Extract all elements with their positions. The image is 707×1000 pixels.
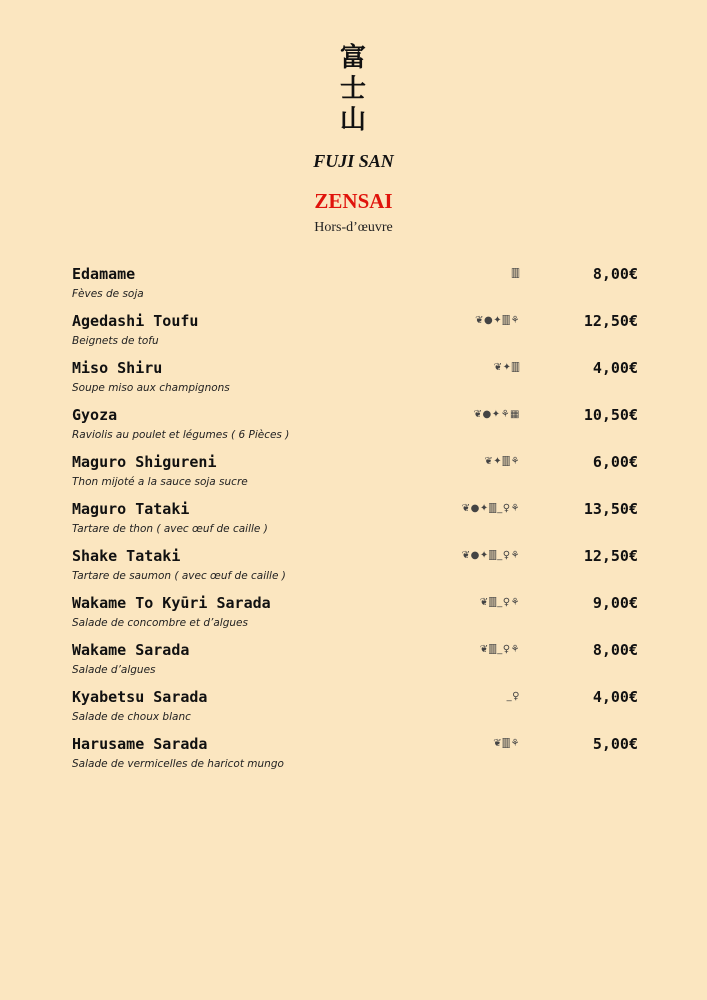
menu-list — [72, 263, 638, 780]
item-price: 13,50€ — [583, 500, 638, 518]
item-description: Salade de concombre et d’algues — [72, 617, 248, 629]
menu-item — [72, 357, 638, 404]
item-price: 8,00€ — [592, 265, 638, 283]
menu-item — [72, 404, 638, 451]
item-description: Thon mijoté a la sauce soja sucre — [72, 476, 248, 488]
allergen-icons: ❦●✦⚘▦ — [473, 409, 520, 420]
item-description: Tartare de thon ( avec œuf de caille ) — [72, 523, 268, 535]
logo-kanji-2: 士 — [339, 74, 366, 104]
menu-item — [72, 451, 638, 498]
item-name: Wakame To Kyūri Sarada — [72, 594, 271, 612]
item-name: Shake Tataki — [72, 547, 181, 565]
item-price: 6,00€ — [592, 453, 638, 471]
logo-kanji-1: 富 — [339, 43, 366, 73]
item-description: Tartare de saumon ( avec œuf de caille ) — [72, 570, 286, 582]
menu-item — [72, 310, 638, 357]
allergen-icons: ❦✦🀫 — [493, 362, 520, 373]
menu-item — [72, 686, 638, 733]
item-description: Beignets de tofu — [72, 335, 159, 347]
item-description: Salade d’algues — [72, 664, 156, 676]
item-price: 9,00€ — [592, 594, 638, 612]
menu-item — [72, 498, 638, 545]
item-description: Raviolis au poulet et légumes ( 6 Pièces ) — [72, 429, 290, 441]
item-description: Soupe miso aux champignons — [72, 382, 230, 394]
kanji-logo — [333, 44, 373, 134]
item-price: 5,00€ — [592, 735, 638, 753]
item-name: Wakame Sarada — [72, 641, 190, 659]
item-name: Harusame Sarada — [72, 735, 208, 753]
item-price: 10,50€ — [583, 406, 638, 424]
item-name: Agedashi Toufu — [72, 312, 199, 330]
menu-item — [72, 545, 638, 592]
menu-item — [72, 639, 638, 686]
item-name: Edamame — [72, 265, 136, 283]
allergen-icons: ❦🀫_♀⚘ — [479, 597, 520, 608]
section-title: ZENSAI — [314, 189, 393, 213]
menu-item — [72, 733, 638, 780]
item-price: 4,00€ — [592, 688, 638, 706]
item-name: Kyabetsu Sarada — [72, 688, 208, 706]
allergen-icons: ❦🀫⚘ — [493, 738, 520, 749]
item-description: Fèves de soja — [72, 288, 144, 300]
menu-item — [72, 592, 638, 639]
allergen-icons: ❦●✦🀫_♀⚘ — [461, 503, 520, 514]
item-name: Maguro Tataki — [72, 500, 190, 518]
item-price: 4,00€ — [592, 359, 638, 377]
allergen-icons: _♀ — [506, 691, 520, 702]
allergen-icons: ❦●✦🀫⚘ — [475, 315, 520, 326]
allergen-icons: 🀫 — [511, 268, 520, 279]
menu-item — [72, 263, 638, 310]
item-name: Miso Shiru — [72, 359, 163, 377]
item-price: 12,50€ — [583, 547, 638, 565]
item-name: Maguro Shigureni — [72, 453, 217, 471]
item-price: 8,00€ — [592, 641, 638, 659]
item-description: Salade de vermicelles de haricot mungo — [72, 758, 284, 770]
allergen-icons: ❦🀫_♀⚘ — [479, 644, 520, 655]
item-description: Salade de choux blanc — [72, 711, 191, 723]
item-price: 12,50€ — [583, 312, 638, 330]
logo-kanji-3: 山 — [339, 105, 366, 135]
item-name: Gyoza — [72, 406, 118, 424]
allergen-icons: ❦●✦🀫_♀⚘ — [461, 550, 520, 561]
restaurant-name: FUJI SAN — [313, 151, 394, 171]
section-subtitle: Hors-d’œuvre — [314, 220, 393, 235]
allergen-icons: ❦✦🀫⚘ — [484, 456, 520, 467]
